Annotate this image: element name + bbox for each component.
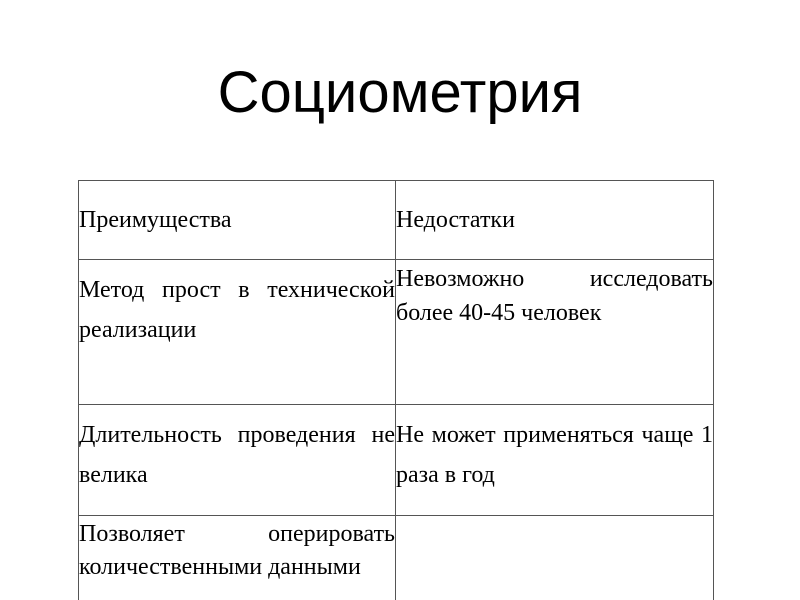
comparison-table xyxy=(78,180,714,600)
disadvantage-cell xyxy=(396,516,714,600)
disadvantage-cell xyxy=(396,260,714,405)
table-row xyxy=(79,260,714,405)
advantage-cell xyxy=(79,516,396,600)
table-row xyxy=(79,516,714,600)
header-disadvantages-label: Недостатки xyxy=(396,206,515,233)
advantage-text: Позволяет оперировать количественными данными xyxy=(79,521,395,580)
header-disadvantages xyxy=(396,181,714,260)
advantage-cell xyxy=(79,405,396,516)
header-advantages xyxy=(79,181,396,260)
disadvantage-text: Не может применяться чаще 1 раза в год xyxy=(396,422,713,488)
disadvantage-cell xyxy=(396,405,714,516)
advantage-text: Длительность проведения не велика xyxy=(79,422,395,488)
table-header-row xyxy=(79,181,714,260)
advantage-text: Метод прост в технической реализации xyxy=(79,277,395,343)
advantage-cell xyxy=(79,260,396,405)
slide-title: Социометрия xyxy=(217,60,583,125)
header-advantages-label: Преимущества xyxy=(79,206,232,233)
disadvantage-text: Невозможно исследовать более 40-45 человек xyxy=(396,266,713,326)
table-row xyxy=(79,405,714,516)
